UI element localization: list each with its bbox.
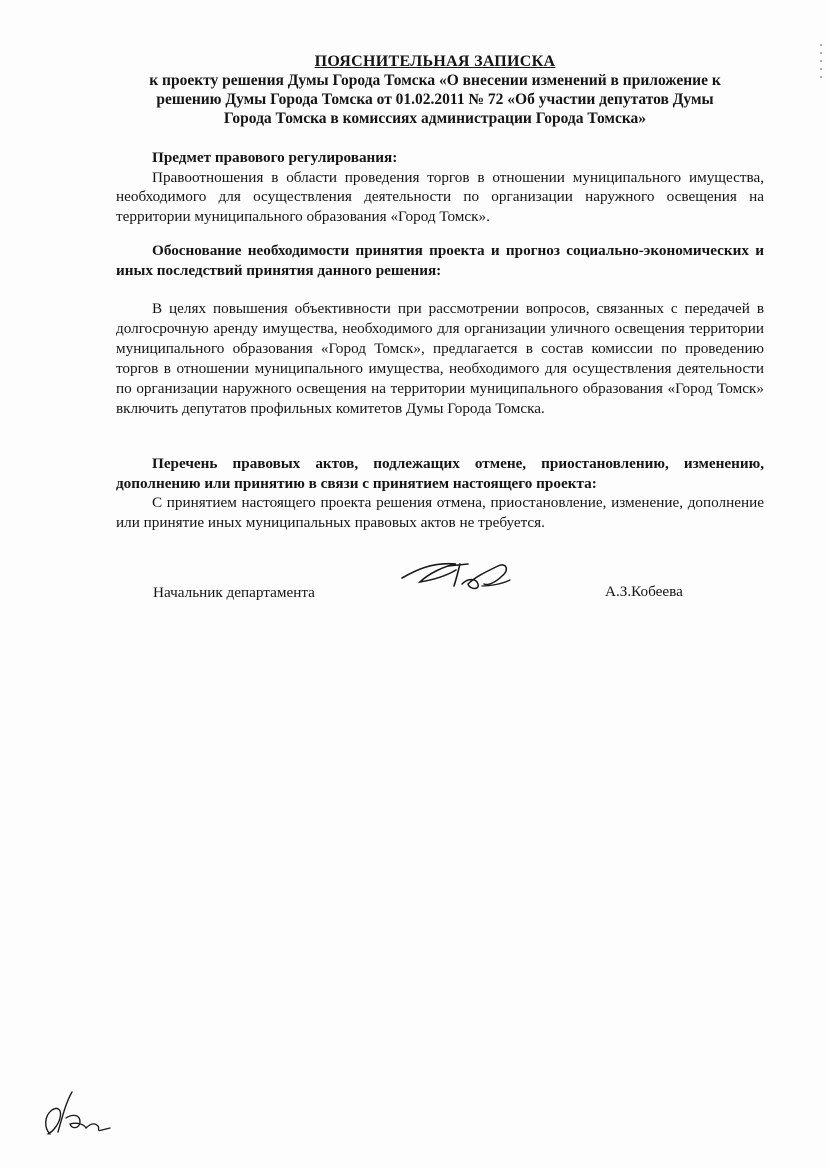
section-subject-text: Правоотношения в области проведения торгов в отношении муниципального имущества, необходимого для осуществления деятельности по организации наружного освещения на территории муниципального образования «Город Томск». xyxy=(116,168,764,225)
section-acts xyxy=(116,454,764,532)
section-justification-text: В целях повышения объективности при рассмотрении вопросов, связанных с передачей в долгосрочную аренду имущества, необходимого для организации уличного освещения территории муниципального образования «Город Томск», предлагается в состав комиссии по проведению торгов в отношении муниципального имущества, необходимого для осуществления деятельности по организации наружного освещения на территории муниципального образования «Город Томск» включить депутатов профильных комитетов Думы Города Томска. xyxy=(116,300,764,417)
section-justification xyxy=(116,241,764,280)
section-justification-body xyxy=(116,299,764,419)
document-header xyxy=(100,52,770,128)
section-justification-heading: Обоснование необходимости принятия проекта и прогноз социально-экономических и иных последствий принятия данного решения: xyxy=(116,242,764,279)
section-subject-heading: Предмет правового регулирования: xyxy=(152,149,398,166)
document-subtitle-line-3: Города Томска в комиссиях администрации Города Томска» xyxy=(223,110,647,127)
signer-position: Начальник департамента xyxy=(153,584,315,601)
section-acts-text: С принятием настоящего проекта решения отмена, приостановление, изменение, дополнение или принятие иных муниципальных правовых актов не требуется. xyxy=(116,494,764,531)
handwritten-initials-icon xyxy=(36,1088,116,1140)
scan-edge-marks xyxy=(818,44,824,84)
section-subject xyxy=(116,148,764,226)
handwritten-signature-icon xyxy=(398,556,518,596)
signer-name: А.З.Кобеева xyxy=(605,583,683,600)
signature-block xyxy=(0,582,828,612)
document-title: ПОЯСНИТЕЛЬНАЯ ЗАПИСКА xyxy=(314,53,556,70)
section-acts-heading: Перечень правовых актов, подлежащих отмене, приостановлению, изменению, дополнению или принятию в связи с принятием настоящего проекта: xyxy=(116,455,764,492)
document-subtitle-line-1: к проекту решения Думы Города Томска «О внесении изменений в приложение к xyxy=(149,72,721,89)
document-subtitle-line-2: решению Думы Города Томска от 01.02.2011 № 72 «Об участии депутатов Думы xyxy=(156,91,714,108)
